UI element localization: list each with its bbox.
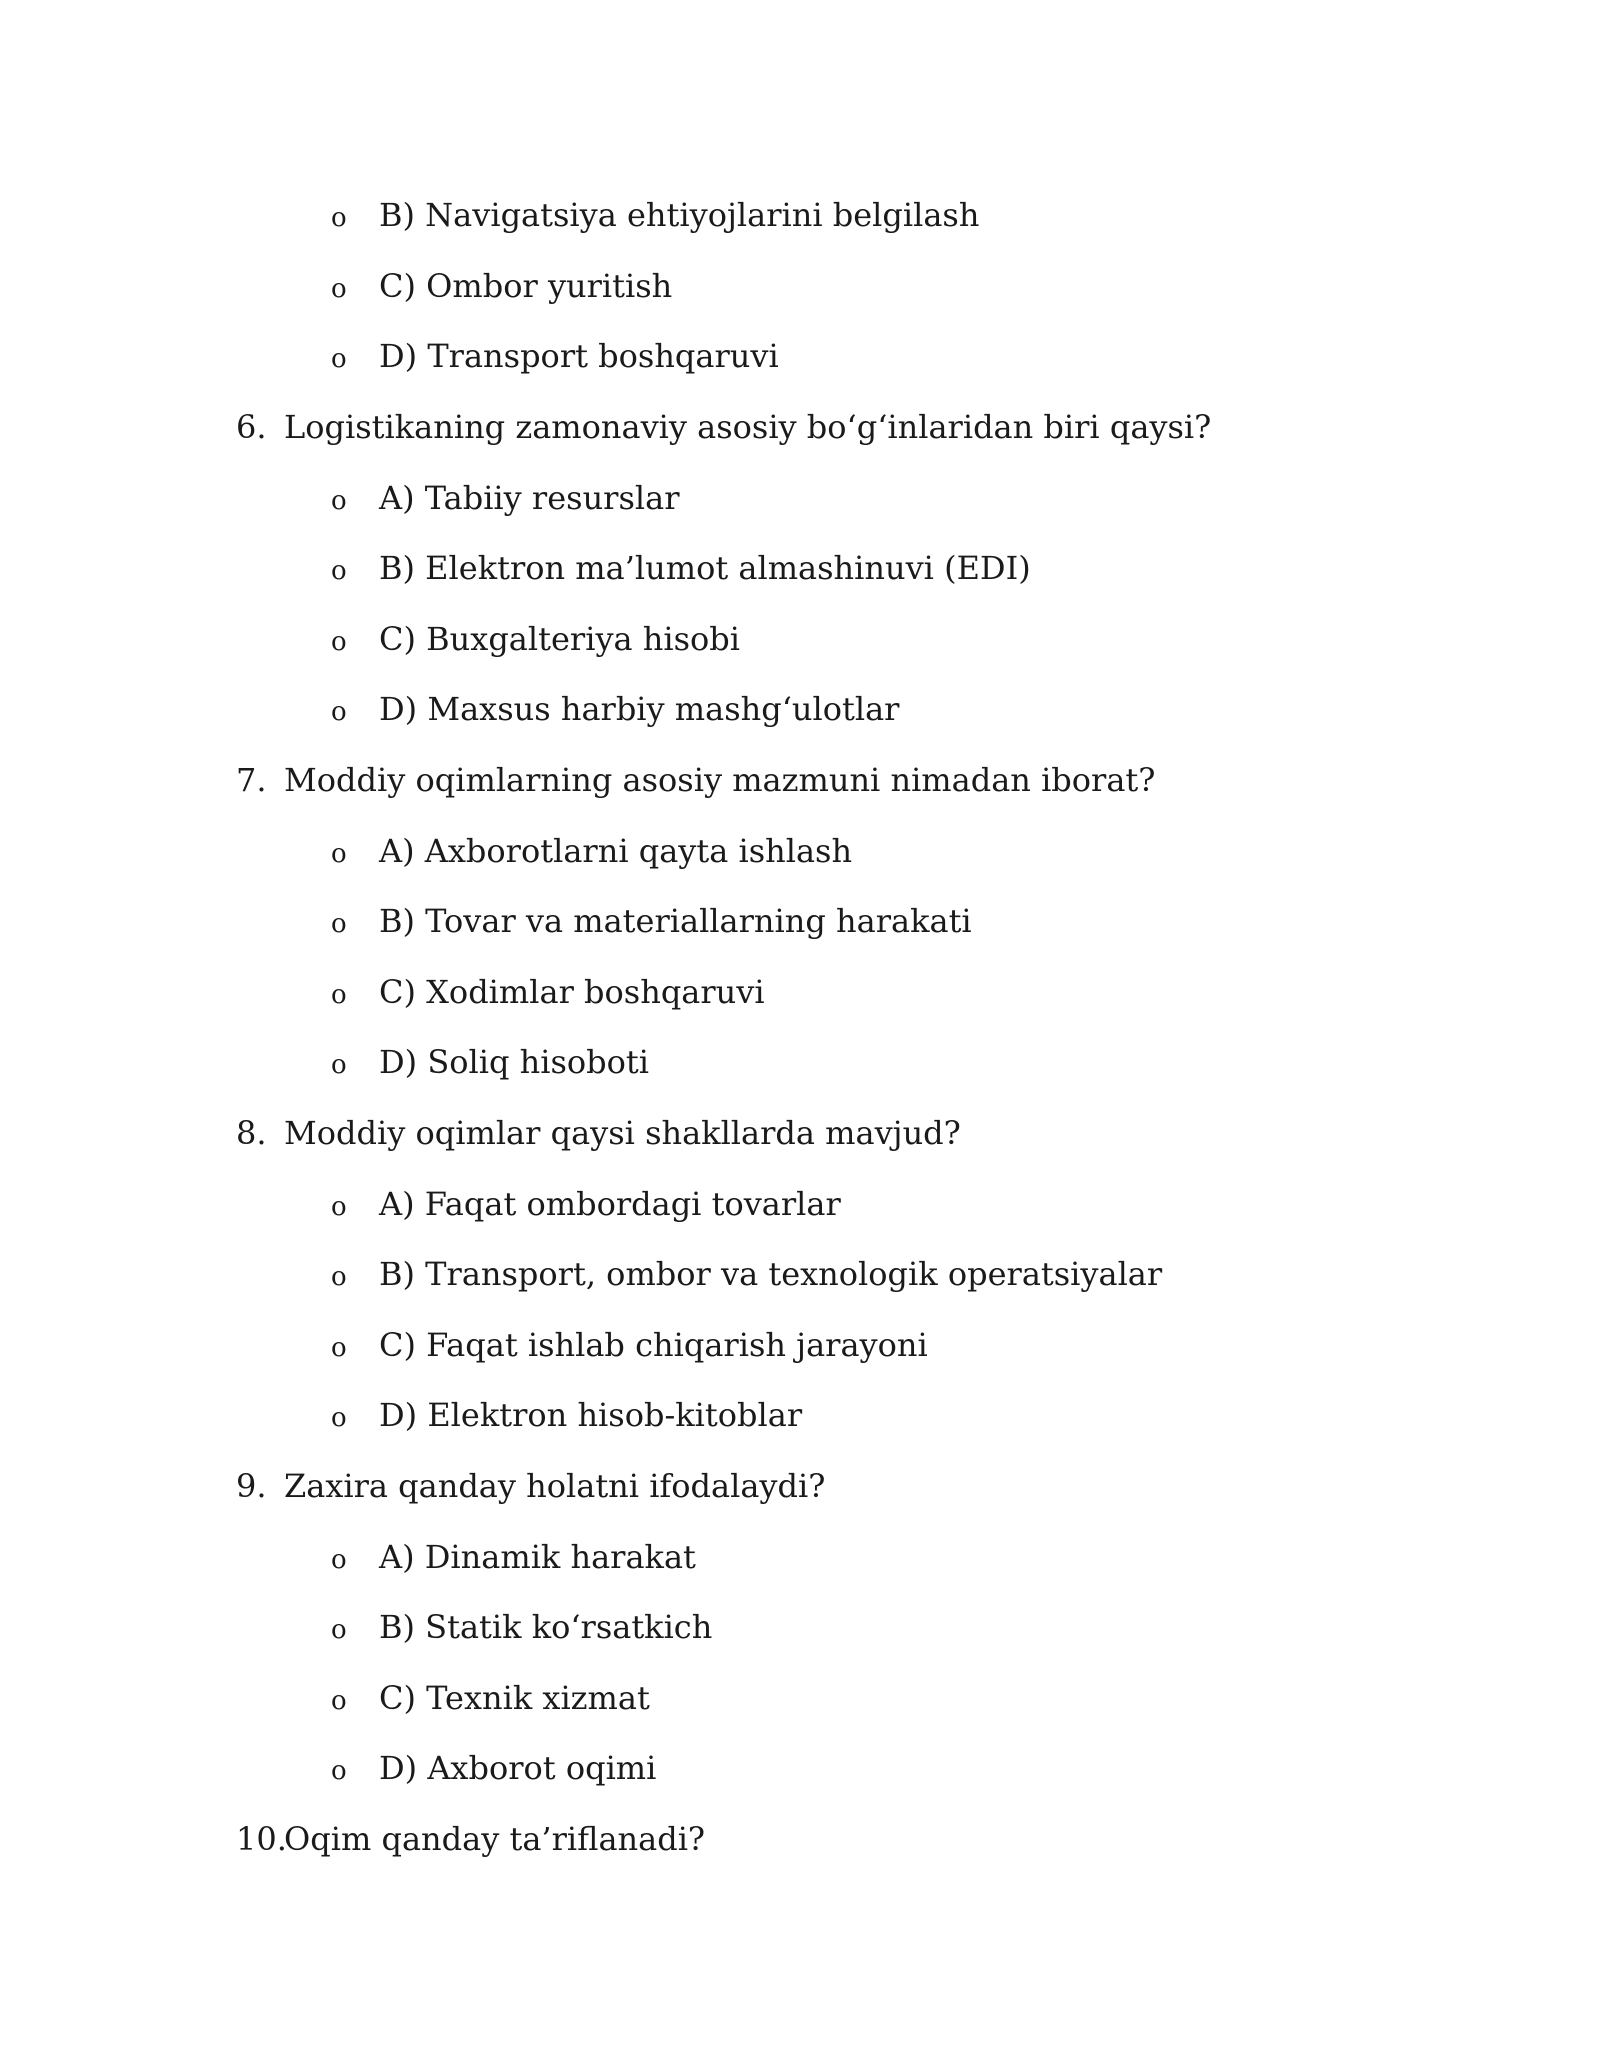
bullet-icon: o (331, 1615, 347, 1646)
question-item (236, 1098, 1436, 1169)
option-text: B) Transport, ombor va texnologik operatsiyalar (379, 1255, 1163, 1294)
question-number: 9. (236, 1466, 267, 1505)
bullet-icon: o (331, 1756, 347, 1787)
question-text: Logistikaning zamonaviy asosiy bo‘g‘inlaridan biri qaysi? (284, 408, 1212, 447)
list-item-option (236, 674, 1436, 745)
option-text: C) Faqat ishlab chiqarish jarayoni (379, 1325, 928, 1364)
list-item-option (236, 251, 1436, 322)
bullet-icon: o (331, 1262, 347, 1293)
bullet-icon: o (331, 1685, 347, 1716)
list-item-option (236, 533, 1436, 604)
bullet-icon: o (331, 1403, 347, 1434)
question-item (236, 1451, 1436, 1522)
option-text: C) Ombor yuritish (379, 266, 673, 305)
list-item-option (236, 957, 1436, 1028)
question-list (236, 180, 1436, 1874)
option-text: C) Xodimlar boshqaruvi (379, 972, 765, 1011)
option-text: D) Soliq hisoboti (379, 1043, 649, 1082)
list-item-option (236, 1662, 1436, 1733)
option-text: B) Statik ko‘rsatkich (379, 1608, 713, 1647)
list-item-option (236, 462, 1436, 533)
list-item-option (236, 180, 1436, 251)
option-text: A) Dinamik harakat (379, 1537, 696, 1576)
option-text: B) Tovar va materiallarning harakati (379, 902, 972, 941)
option-text: C) Buxgalteriya hisobi (379, 619, 741, 658)
question-number: 10. (236, 1819, 287, 1858)
question-number: 6. (236, 408, 267, 447)
question-number: 7. (236, 761, 267, 800)
question-item (236, 745, 1436, 816)
question-text: Zaxira qanday holatni ifodalaydi? (284, 1466, 826, 1505)
bullet-icon: o (331, 1191, 347, 1222)
question-number: 8. (236, 1114, 267, 1153)
bullet-icon: o (331, 1544, 347, 1575)
option-text: B) Elektron ma’lumot almashinuvi (EDI) (379, 549, 1031, 588)
bullet-icon: o (331, 556, 347, 587)
bullet-icon: o (331, 273, 347, 304)
bullet-icon: o (331, 1332, 347, 1363)
option-text: D) Axborot oqimi (379, 1749, 657, 1788)
list-item-option (236, 1733, 1436, 1804)
option-text: A) Axborotlarni qayta ishlash (379, 831, 853, 870)
question-text: Oqim qanday ta’riflanadi? (284, 1819, 706, 1858)
list-item-option (236, 886, 1436, 957)
list-item-option (236, 1168, 1436, 1239)
bullet-icon: o (331, 979, 347, 1010)
option-text: D) Transport boshqaruvi (379, 337, 779, 376)
list-item-option (236, 1521, 1436, 1592)
list-item-option (236, 1310, 1436, 1381)
option-text: B) Navigatsiya ehtiyojlarini belgilash (379, 196, 980, 235)
bullet-icon: o (331, 203, 347, 234)
option-text: D) Maxsus harbiy mashg‘ulotlar (379, 690, 900, 729)
question-item (236, 392, 1436, 463)
bullet-icon: o (331, 697, 347, 728)
list-item-option (236, 604, 1436, 675)
bullet-icon: o (331, 838, 347, 869)
list-item-option (236, 815, 1436, 886)
question-item (236, 1804, 1436, 1875)
bullet-icon: o (331, 344, 347, 375)
bullet-icon: o (331, 1050, 347, 1081)
list-item-option (236, 1592, 1436, 1663)
option-text: A) Faqat ombordagi tovarlar (379, 1184, 841, 1223)
list-item-option (236, 321, 1436, 392)
bullet-icon: o (331, 909, 347, 940)
option-text: C) Texnik xizmat (379, 1678, 650, 1717)
question-text: Moddiy oqimlar qaysi shakllarda mavjud? (284, 1114, 961, 1153)
bullet-icon: o (331, 626, 347, 657)
list-item-option (236, 1239, 1436, 1310)
question-text: Moddiy oqimlarning asosiy mazmuni nimadan iborat? (284, 761, 1156, 800)
option-text: A) Tabiiy resurslar (379, 478, 680, 517)
list-item-option (236, 1027, 1436, 1098)
list-item-option (236, 1380, 1436, 1451)
bullet-icon: o (331, 485, 347, 516)
option-text: D) Elektron hisob-kitoblar (379, 1396, 803, 1435)
